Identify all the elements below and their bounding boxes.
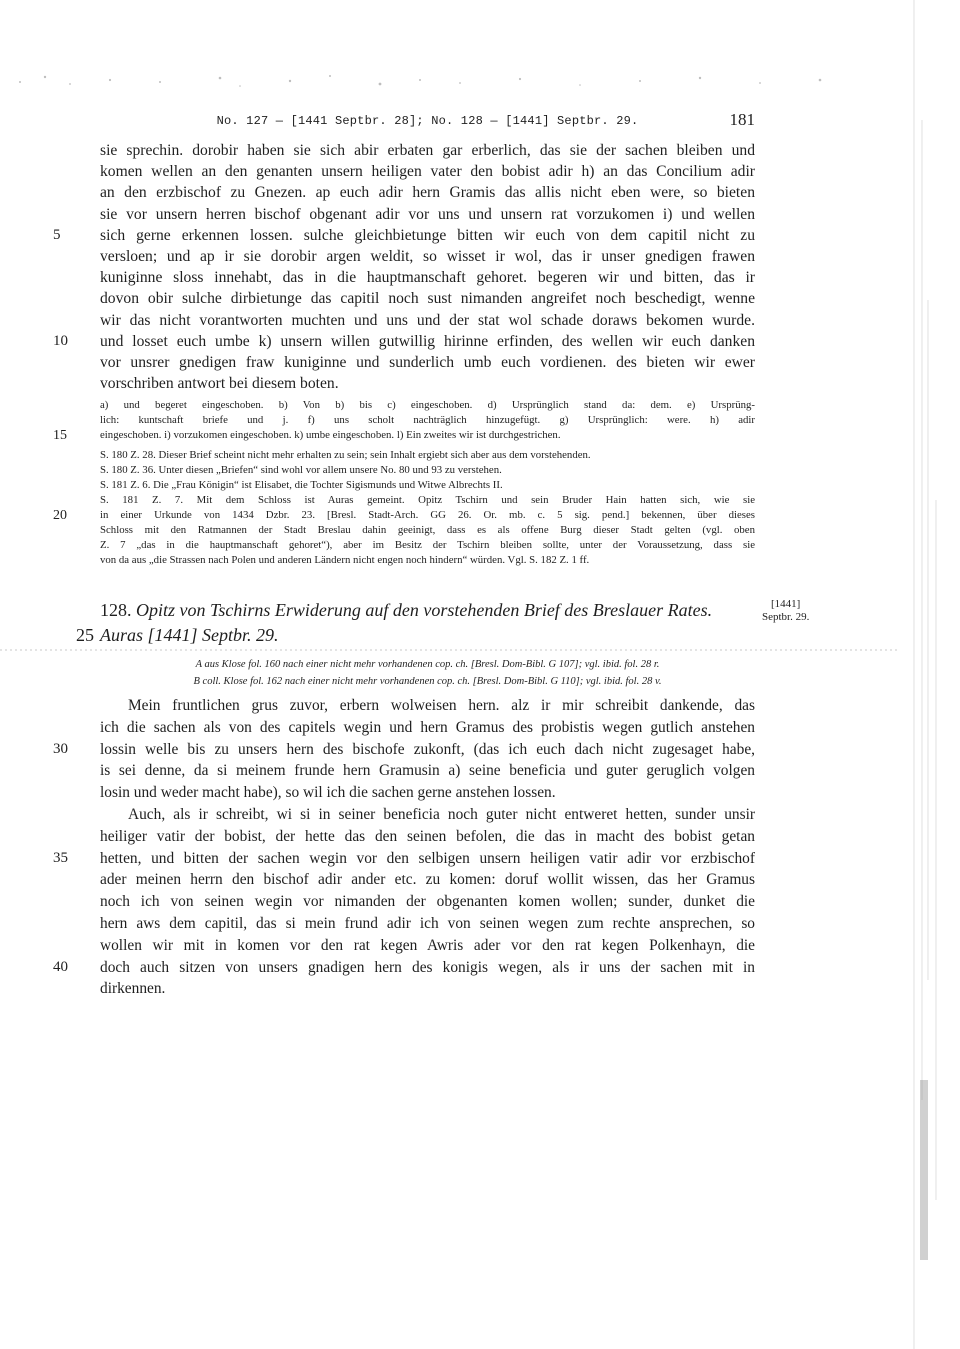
running-header <box>100 110 755 132</box>
text-line <box>100 413 755 428</box>
text-line <box>100 448 755 463</box>
line-text: S. 181 Z. 6. Die „Frau Königin“ ist Elisabet, die Tochter Sigismunds und Witwe Albrechts II. <box>100 479 503 491</box>
text-line <box>100 978 755 1000</box>
text-line <box>53 957 755 979</box>
line-text: dovon obir sulche dirbietunge das capitil noch sust nimanden angreifet noch beschedigt, wenne <box>100 290 755 308</box>
line-text: Schloss mit den Ratmannen der Stadt Breslau dahin geeinigt, dass es als offene Burg dieser Stadt gelten (vgl. oben <box>100 524 755 536</box>
letter-127-body <box>53 140 755 394</box>
text-line <box>100 891 755 913</box>
text-line <box>53 331 755 352</box>
line-text: Mein fruntlichen grus zuvor, erbern wolweisen hern. alz ir mir schreibit dankende, das <box>128 697 755 714</box>
line-text: wollen wir mit in komen vor den rat kegen Awris ader vor den rat kegen Polkenhayn, die <box>100 936 755 954</box>
text-line <box>100 760 755 782</box>
line-number: 15 <box>53 428 67 443</box>
letter-128-body <box>53 695 755 1000</box>
source-apparatus <box>100 656 755 690</box>
line-text: dirkennen. <box>100 980 166 998</box>
text-line <box>100 140 755 161</box>
line-text: sich gerne erkennen lossen. sulche gleichbietunge bitten wir euch von dem capitil nicht zu <box>100 226 755 244</box>
text-line <box>100 913 755 935</box>
text-line <box>100 463 755 478</box>
document-title: Opitz von Tschirns Erwiderung auf den vorstehenden Brief des Breslauer Rates. <box>136 600 713 620</box>
line-text: vorschriben antwort bei diesem boten. <box>100 375 339 393</box>
text-line <box>53 428 755 443</box>
text-line <box>100 204 755 225</box>
text-line <box>100 310 755 331</box>
line-number: 25 <box>76 625 94 645</box>
line-number: 20 <box>53 508 67 523</box>
scan-edge-shadow <box>900 0 960 1349</box>
text-line <box>53 848 755 870</box>
line-text: S. 181 Z. 7. Mit dem Schloss ist Auras gemeint. Opitz Tschirn und sein Bruder Hain hatten sich, wie sie <box>100 494 755 506</box>
line-text: kuniginne sloss innehabt, das in die hauptmanschaft gehoret. begeren wir und bitten, das ir <box>100 269 755 287</box>
line-text: Z. 7 „das in die hauptmanschaft gehoret“), aber im Besitz der Tschirn bleiben sollte, unter der Voraussetzung, dass sie <box>100 539 755 551</box>
line-number: 5 <box>53 226 61 243</box>
page-number: 181 <box>729 110 755 129</box>
marginal-date <box>762 598 809 624</box>
line-text: ich die sachen als von des capitels wegin und hern Gramus des probistis wegen gutlich anstehen <box>100 718 755 736</box>
line-text: losin und weder macht habe), so wil ich die sachen gerne anstehen lossen. <box>100 784 556 802</box>
text-line <box>53 225 755 246</box>
text-line <box>100 373 755 394</box>
line-text: in einer Urkunde von 1434 Dzbr. 23. [Bresl. Stadt-Arch. GG 26. Or. mb. c. 5 sig. pend.] bekennen, über dieses <box>100 509 755 521</box>
text-line <box>100 826 755 848</box>
line-number: 35 <box>53 849 68 866</box>
document-place-date-line <box>76 625 755 646</box>
line-text: sie sprechin. dorobir haben sie sich abir erbaten gar erberlich, das sie der sachen bleiben und <box>100 142 755 159</box>
footnotes-127 <box>53 398 755 443</box>
text-line <box>100 493 755 508</box>
text-line <box>100 161 755 182</box>
line-text: eingeschoben. i) vorzukomen eingeschoben. k) umbe eingeschoben. l) Ein zweites wir ist durchgestrichen. <box>100 429 561 441</box>
line-text: sie vor unsern herren bischof obgenant adir vor uns und unsern rat vorzukomen i) und wellen <box>100 205 755 223</box>
line-text: a) und begeret eingeschoben. b) Von b) bis c) eingeschoben. d) Ursprünglich stand da: dem. e) Ursprüng- <box>100 399 755 411</box>
text-line <box>100 182 755 203</box>
line-text: is sei denne, da si meinem frunde hern Gramusin a) seine beneficia und guter geruglich volgen <box>100 762 755 780</box>
line-text: wir das nicht vorantworten muchten und uns und der stat wol schade doraws bekomen wurde. <box>100 311 755 329</box>
line-text: noch ich von seinen wegin vor nimanden der obgenanten komen wollen; sunder, dunket die <box>100 893 755 911</box>
line-number: 10 <box>53 332 68 349</box>
line-text: lich: kuntschaft briefe und j. f) uns scholt nachträglich hinzugefügt. g) Ursprünglich: were. h) adir <box>100 414 755 426</box>
source-a: A aus Klose fol. 160 nach einer nicht mehr vorhandenen cop. ch. [Bresl. Dom-Bibl. G 107]; vgl. ibid. fol. 28 r. <box>195 659 660 670</box>
line-text: von da aus „die Strassen nach Polen und anderen Ländern nicht engen noch hindern“ würden. Vgl. S. 182 Z. 1 ff. <box>100 554 590 566</box>
line-number: 30 <box>53 740 68 757</box>
line-text: an den erzbischof zu Gnezen. ap euch adir hern Gramis das allis nicht eben were, so bieten <box>100 184 755 202</box>
text-line <box>100 523 755 538</box>
line-text: S. 180 Z. 28. Dieser Brief scheint nicht mehr erhalten zu sein; sein Inhalt ergiebt sich aber aus dem vorstehenden. <box>100 449 591 461</box>
scan-noise-strip <box>0 62 960 102</box>
separator-dotted-line <box>0 649 900 651</box>
line-text: S. 180 Z. 36. Unter diesen „Briefen“ sind wohl vor allem unsere No. 80 und 93 zu verstehen. <box>100 464 502 476</box>
text-line <box>100 478 755 493</box>
text-line <box>100 869 755 891</box>
text-line <box>100 782 755 804</box>
source-b: B coll. Klose fol. 162 nach einer nicht mehr vorhandenen cop. ch. [Bresl. Dom-Bibl. G 110]; vgl. ibid. fol. 28 v. <box>193 676 662 687</box>
commentary-notes <box>53 448 755 568</box>
text-line <box>100 352 755 373</box>
line-text: vor unsrer gnedigen fraw kuniginne und sunderlich umb euch vordienen. des bieten wir ewer <box>100 353 755 371</box>
line-text: Auch, als ir schreibt, wi si in seiner beneficia noch guter nicht entweret hetten, sunder unsir <box>128 805 755 823</box>
text-line <box>100 538 755 553</box>
running-title: No. 127 — [1441 Septbr. 28]; No. 128 — [1441] Septbr. 29. <box>216 114 639 128</box>
document-heading <box>100 600 755 621</box>
document-place-date: Auras [1441] Septbr. 29. <box>100 625 279 645</box>
text-line <box>53 739 755 761</box>
marginal-day: Septbr. 29. <box>762 611 810 623</box>
line-text: heiliger vatir der bobist, der hette das den seinen befolen, die das in macht des bobist getan <box>100 827 755 845</box>
line-text: doch auch sitzen von unsers gnadigen hern des konigis wegen, als ir uns der sachen mit in <box>100 958 755 976</box>
text-line <box>100 553 755 568</box>
marginal-year: [1441] <box>771 598 801 610</box>
line-text: und losset euch umbe k) unsern willen gutwillig hirinne erfinden, des wellen wir euch danken <box>100 332 755 350</box>
text-line <box>100 804 755 826</box>
text-line <box>100 717 755 739</box>
text-line <box>100 398 755 413</box>
line-text: ader meinen herrn den bischof adir ander etc. zu komen: doruf wollit wissen, das her Gramus <box>100 871 755 889</box>
line-text: versloen; und ap ir sie dorobir argen weldit, so wisset ir wol, das ir unser gnedigen frawen <box>100 247 755 265</box>
text-line <box>100 935 755 957</box>
text-line <box>100 288 755 309</box>
line-text: hern aws dem capitil, das si mein frund adir ich von seinen wegen zum rechte ansprechen, so <box>100 914 755 932</box>
line-text: komen wellen an den genanten unsern heiligen vater den bobist adir h) an das Concilium adir <box>100 163 755 181</box>
line-number: 40 <box>53 958 68 975</box>
line-text: lossin welle bis zu unsers hern des bischofe zukonft, (das ich euch dach nicht zugesaget habe, <box>100 740 755 758</box>
text-line <box>100 695 755 717</box>
line-text: hetten, und bitten der sachen wegin vor den selbigen unsern heiligen vatir adir vor erzbischof <box>100 849 755 867</box>
document-number: 128. <box>100 600 132 620</box>
text-line <box>100 267 755 288</box>
text-line <box>53 508 755 523</box>
text-line <box>100 246 755 267</box>
